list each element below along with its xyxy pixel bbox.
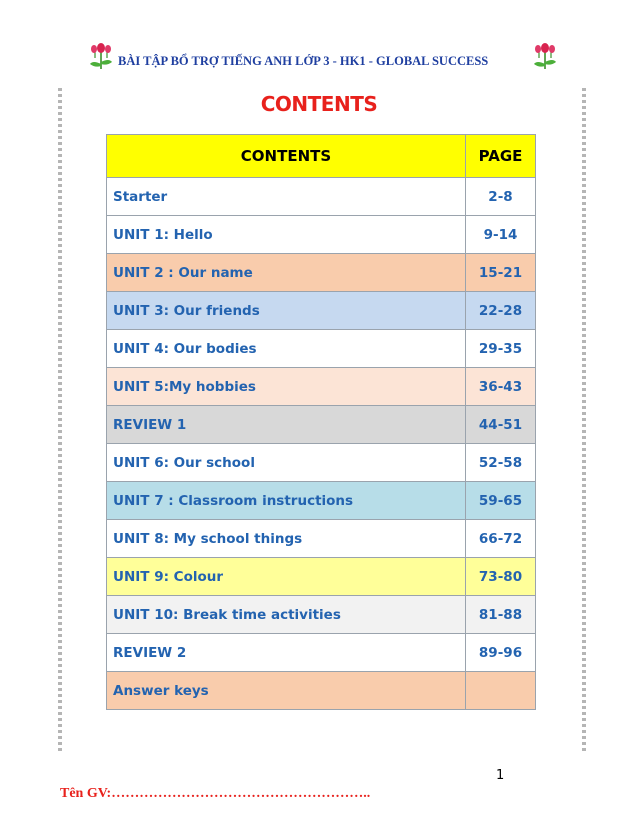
decorative-border-left — [58, 88, 62, 752]
contents-entry: UNIT 5:My hobbies — [107, 368, 466, 406]
contents-table — [106, 134, 536, 710]
contents-entry: UNIT 4: Our bodies — [107, 330, 466, 368]
contents-entry: UNIT 3: Our friends — [107, 292, 466, 330]
contents-entry: UNIT 1: Hello — [107, 216, 466, 254]
table-row — [107, 292, 536, 330]
contents-entry: UNIT 7 : Classroom instructions — [107, 482, 466, 520]
page-range: 73-80 — [466, 558, 536, 596]
table-row — [107, 596, 536, 634]
page-range: 44-51 — [466, 406, 536, 444]
decorative-border-right — [582, 88, 586, 752]
page-range — [466, 672, 536, 710]
column-header-contents: CONTENTS — [107, 135, 466, 178]
contents-entry: Starter — [107, 178, 466, 216]
column-header-page: PAGE — [466, 135, 536, 178]
contents-entry: UNIT 9: Colour — [107, 558, 466, 596]
flower-icon — [88, 40, 114, 70]
contents-entry: REVIEW 2 — [107, 634, 466, 672]
table-row — [107, 178, 536, 216]
teacher-name-field: Tên GV:……………………………………………….. — [60, 786, 371, 801]
header-title: BÀI TẬP BỔ TRỢ TIẾNG ANH LỚP 3 - HK1 - GLOBAL SUCCESS — [118, 54, 489, 68]
table-row — [107, 634, 536, 672]
page-range: 59-65 — [466, 482, 536, 520]
page-range: 15-21 — [466, 254, 536, 292]
table-row — [107, 520, 536, 558]
page-range: 52-58 — [466, 444, 536, 482]
page-range: 22-28 — [466, 292, 536, 330]
table-row — [107, 444, 536, 482]
contents-entry: UNIT 6: Our school — [107, 444, 466, 482]
page-range: 29-35 — [466, 330, 536, 368]
page-title: CONTENTS — [260, 92, 378, 116]
table-row — [107, 672, 536, 710]
page-header — [0, 40, 638, 70]
table-row — [107, 254, 536, 292]
flower-icon — [532, 40, 558, 70]
table-row — [107, 558, 536, 596]
contents-entry: UNIT 8: My school things — [107, 520, 466, 558]
page-range: 2-8 — [466, 178, 536, 216]
contents-entry: UNIT 2 : Our name — [107, 254, 466, 292]
table-row — [107, 406, 536, 444]
table-row — [107, 368, 536, 406]
page-range: 9-14 — [466, 216, 536, 254]
table-header-row — [107, 135, 536, 178]
page-range: 81-88 — [466, 596, 536, 634]
page-number: 1 — [496, 768, 505, 783]
page-range: 66-72 — [466, 520, 536, 558]
table-row — [107, 330, 536, 368]
contents-entry: UNIT 10: Break time activities — [107, 596, 466, 634]
page-range: 89-96 — [466, 634, 536, 672]
contents-entry: Answer keys — [107, 672, 466, 710]
table-row — [107, 216, 536, 254]
table-row — [107, 482, 536, 520]
page-range: 36-43 — [466, 368, 536, 406]
contents-entry: REVIEW 1 — [107, 406, 466, 444]
